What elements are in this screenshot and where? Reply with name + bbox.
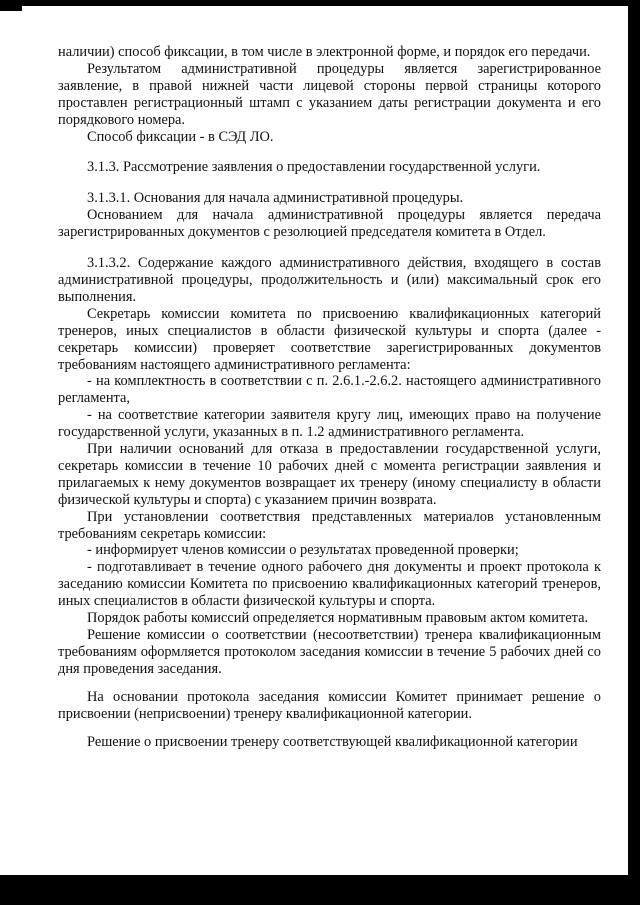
subsection-heading-3-1-3-1: 3.1.3.1. Основания для начала административной процедуры.: [87, 190, 464, 207]
paragraph-refusal: При наличии оснований для отказа в предоставлении государственной услуги, секретарь комиссии в течение 10 рабочих дней с момента регистрации заявления и прилагаемых к нему документов возвращает их тренеру (иному специалисту в области физической культуры и спорта) с указанием причин возврата.: [58, 441, 601, 508]
scan-border-bottom: [0, 875, 640, 905]
list-item-category: - на соответствие категории заявителя кругу лиц, имеющих право на получение государственной услуги, указанных в п. 1.2 административного регламента.: [58, 407, 601, 441]
document-page: [58, 44, 601, 750]
scan-border-right: [628, 0, 640, 905]
scan-border-top: [0, 0, 640, 6]
paragraph-procedure: Порядок работы комиссий определяется нормативным правовым актом комитета.: [87, 610, 589, 627]
paragraph-conformity: При установлении соответствия представленных материалов установленным требованиям секретарь комиссии:: [58, 508, 601, 542]
scan-mark: [0, 6, 22, 11]
paragraph-protocol-basis: На основании протокола заседания комиссии Комитет принимает решение о присвоении (неприсвоении) тренеру квалификационной категории.: [58, 688, 601, 722]
paragraph-assignment-decision: Решение о присвоении тренеру соответствующей квалификационной категории: [87, 733, 578, 750]
paragraph-result: Результатом административной процедуры является зарегистрированное заявление, в правой нижней части лицевой стороны первой страницы которого проставлен регистрационный штамп с указанием даты регистрации документа и его порядкового номера.: [58, 60, 601, 128]
list-item-prepare: - подготавливает в течение одного рабочего дня документы и проект протокола к заседанию комиссии Комитета по присвоению квалификационных категорий тренеров, иных специалистов в области физической культуры и спорта.: [58, 559, 601, 610]
section-heading-3-1-3: 3.1.3. Рассмотрение заявления о предоставлении государственной услуги.: [87, 159, 541, 176]
paragraph-continuation: наличии) способ фиксации, в том числе в электронной форме, и порядок его передачи.: [58, 44, 591, 60]
list-item-completeness: - на комплектность в соответствии с п. 2.6.1.-2.6.2. настоящего административного регламента,: [58, 373, 601, 407]
paragraph-secretary-check: Секретарь комиссии комитета по присвоению квалификационных категорий тренеров, иных специалистов в области физической культуры и спорта (далее - секретарь комиссии) проверяет соответствие зарегистрированных документов требованиям настоящего административного регламента:: [58, 305, 601, 373]
paragraph-commission-decision: Решение комиссии о соответствии (несоответствии) тренера квалификационным требованиям оформляется протоколом заседания комиссии в течение 5 рабочих дней со дня проведения заседания.: [58, 627, 601, 677]
subsection-heading-3-1-3-2: 3.1.3.2. Содержание каждого административного действия, входящего в состав административной процедуры, продолжительность и (или) максимальный срок его выполнения.: [58, 255, 601, 305]
paragraph-basis: Основанием для начала административной процедуры является передача зарегистрированных документов с резолюцией председателя комитета в Отдел.: [58, 207, 601, 241]
list-item-inform: - информирует членов комиссии о результатах проведенной проверки;: [87, 542, 519, 559]
paragraph-fixation: Способ фиксации - в СЭД ЛО.: [87, 128, 274, 145]
